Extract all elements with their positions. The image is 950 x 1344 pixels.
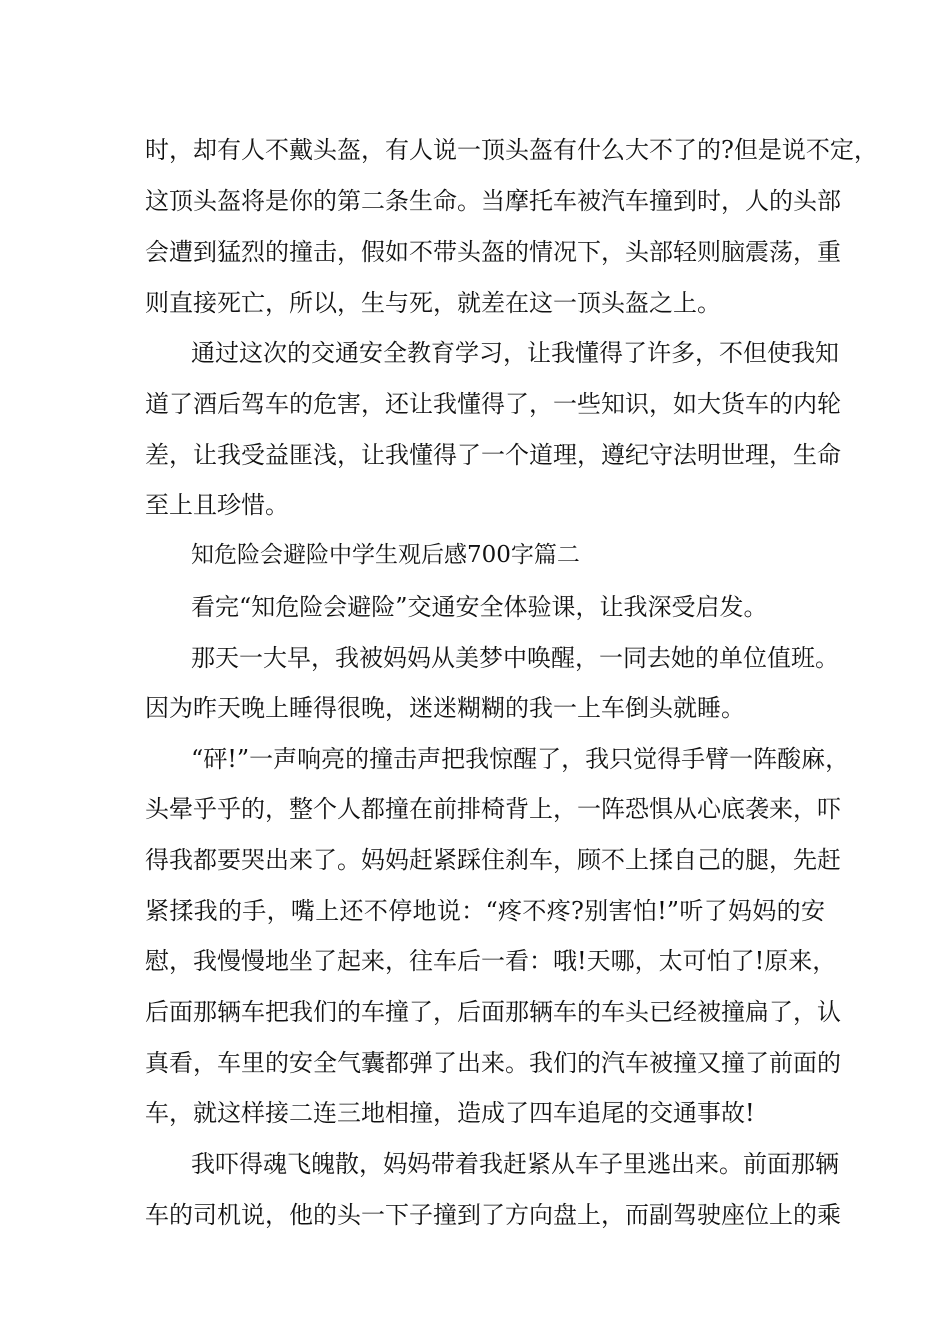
text-line: 差，让我受益匪浅，让我懂得了一个道理，遵纪守法明世理，生命 bbox=[145, 441, 841, 469]
text-line: 紧揉我的手，嘴上还不停地说：“疼不疼?别害怕!”听了妈妈的安 bbox=[145, 897, 825, 925]
text-line: 因为昨天晚上睡得很晚，迷迷糊糊的我一上车倒头就睡。 bbox=[145, 694, 745, 722]
text-line: 时，却有人不戴头盔，有人说一顶头盔有什么大不了的?但是说不定， bbox=[145, 136, 878, 164]
text-line: 慰，我慢慢地坐了起来，往车后一看：哦!天哪，太可怕了!原来， bbox=[145, 947, 837, 975]
text-line: 得我都要哭出来了。妈妈赶紧踩住刹车，顾不上揉自己的腿，先赶 bbox=[145, 846, 841, 874]
text-line: 这顶头盔将是你的第二条生命。当摩托车被汽车撞到时，人的头部 bbox=[145, 187, 841, 215]
text-line: 头晕乎乎的，整个人都撞在前排椅背上，一阵恐惧从心底袭来，吓 bbox=[145, 795, 841, 823]
text-line: 车的司机说，他的头一下子撞到了方向盘上，而副驾驶座位上的乘 bbox=[145, 1201, 841, 1229]
text-line: “砰!”一声响亮的撞击声把我惊醒了，我只觉得手臂一阵酸麻， bbox=[191, 745, 850, 773]
text-line: 真看，车里的安全气囊都弹了出来。我们的汽车被撞又撞了前面的 bbox=[145, 1049, 841, 1077]
text-line: 则直接死亡，所以，生与死，就差在这一顶头盔之上。 bbox=[145, 289, 721, 317]
text-line: 会遭到猛烈的撞击，假如不带头盔的情况下，头部轻则脑震荡，重 bbox=[145, 238, 841, 266]
text-line: 车，就这样接二连三地相撞，造成了四车追尾的交通事故! bbox=[145, 1099, 755, 1127]
text-line: 通过这次的交通安全教育学习，让我懂得了许多，不但使我知 bbox=[191, 339, 839, 367]
text-line: 看完“知危险会避险”交通安全体验课，让我深受启发。 bbox=[191, 593, 768, 621]
text-line: 我吓得魂飞魄散，妈妈带着我赶紧从车子里逃出来。前面那辆 bbox=[191, 1150, 839, 1178]
text-line: 道了酒后驾车的危害，还让我懂得了，一些知识，如大货车的内轮 bbox=[145, 390, 841, 418]
text-line: 后面那辆车把我们的车撞了，后面那辆车的车头已经被撞扁了，认 bbox=[145, 998, 841, 1026]
section-heading: 知危险会避险中学生观后感700字篇二 bbox=[191, 542, 580, 568]
text-line: 至上且珍惜。 bbox=[145, 491, 289, 519]
text-line: 那天一大早，我被妈妈从美梦中唤醒，一同去她的单位值班。 bbox=[191, 644, 839, 672]
